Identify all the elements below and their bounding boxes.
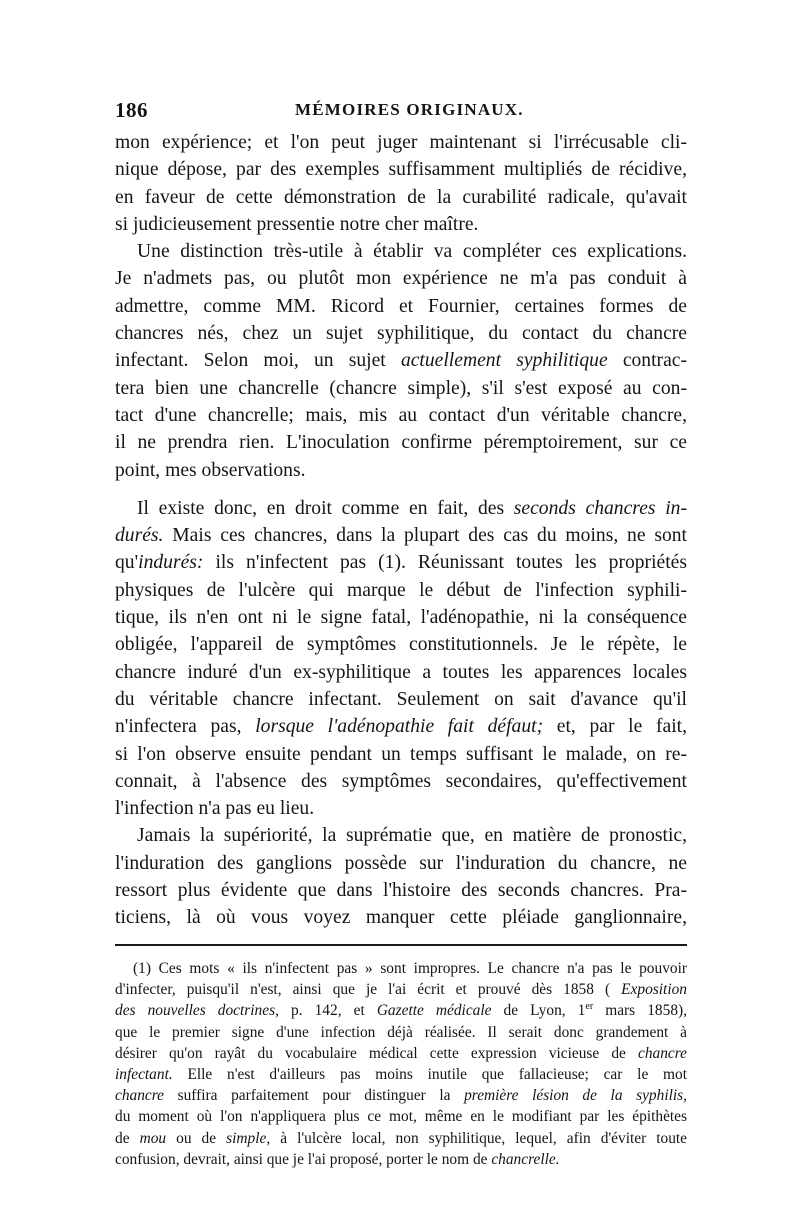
- text-line: si l'on observe ensuite pendant un temps suffisant le malade, on re-: [115, 743, 687, 765]
- text-line: Une distinction très-utile à établir va compléter ces explications.: [137, 241, 687, 263]
- emphasis-text: chancre: [638, 1044, 687, 1062]
- text-line: l'induration des ganglions possède sur l'induration du chancre, ne: [115, 852, 687, 874]
- text-line: chancres nés, chez un sujet syphilitique, du contact du chancre: [115, 323, 687, 345]
- text-line: qu'indurés: ils n'infectent pas (1). Réunissant toutes les propriétés: [115, 552, 687, 574]
- paragraph-gap: [115, 484, 687, 495]
- text-line: Je n'admets pas, ou plutôt mon expérience ne m'a pas conduit à: [115, 268, 687, 290]
- footnote-line: désirer qu'on rayât du vocabulaire médical cette expression vicieuse de chancre: [115, 1044, 687, 1062]
- text-line: si judicieusement pressentie notre cher maître.: [115, 213, 479, 235]
- emphasis-text: Exposition: [621, 981, 687, 999]
- footnote-line: des nouvelles doctrines, p. 142, et Gazette médicale de Lyon, 1er mars 1858),: [115, 1001, 687, 1020]
- text-line: chancre induré d'un ex-syphilitique a toutes les apparences locales: [115, 661, 687, 683]
- text-line: tique, ils n'en ont ni le signe fatal, l'adénopathie, ni la conséquence: [115, 607, 687, 629]
- emphasis-text: lorsque l'adénopathie fait défaut;: [255, 716, 544, 738]
- text-line: durés. Mais ces chancres, dans la plupart des cas du moins, ne sont: [115, 525, 687, 547]
- text-line: tera bien une chancrelle (chancre simple), s'il s'est exposé au con-: [115, 377, 687, 399]
- emphasis-text: chancrelle.: [491, 1150, 560, 1168]
- emphasis-text: infectant.: [115, 1066, 173, 1084]
- footnote: [115, 958, 687, 1170]
- text-line: physiques de l'ulcère qui marque le début de l'infection syphili-: [115, 579, 687, 601]
- main-text: [115, 129, 687, 932]
- text-line: du véritable chancre infectant. Seulement on sait d'avance qu'il: [115, 688, 687, 710]
- emphasis-text: mou: [139, 1129, 167, 1147]
- emphasis-text: chancre: [115, 1087, 164, 1105]
- text-line: ressort plus évidente que dans l'histoire des seconds chancres. Pra-: [115, 880, 687, 902]
- text-line: nique dépose, par des exemples suffisamment multipliés de récidive,: [115, 159, 687, 181]
- text-line: Il existe donc, en droit comme en fait, des seconds chancres in-: [137, 497, 687, 519]
- text-line: l'infection n'a pas eu lieu.: [115, 798, 315, 820]
- emphasis-text: première lésion de la syphilis,: [464, 1087, 687, 1105]
- emphasis-text: indurés:: [138, 552, 204, 574]
- emphasis-text: des nouvelles doctrines,: [115, 1002, 279, 1020]
- footnote-line: infectant. Elle n'est d'ailleurs pas moins inutile que fallacieuse; car le mot: [115, 1066, 687, 1084]
- text-line: n'infectera pas, lorsque l'adénopathie fait défaut; et, par le fait,: [115, 716, 687, 738]
- footnote-line: du moment où l'on n'appliquera plus ce mot, même en le modifiant par les épithètes: [115, 1108, 687, 1126]
- emphasis-text: seconds chancres in-: [513, 497, 687, 519]
- text-line: ticiens, là où vous voyez manquer cette pléiade ganglionnaire,: [115, 907, 687, 929]
- footnote-divider: [115, 944, 687, 946]
- page-header: [115, 98, 690, 130]
- text-line: en faveur de cette démonstration de la curabilité radicale, qu'avait: [115, 186, 687, 208]
- text-line: Jamais la supériorité, la suprématie que, en matière de pronostic,: [137, 825, 687, 847]
- page-number: 186: [115, 98, 148, 122]
- superscript: er: [585, 1001, 594, 1013]
- text-line: mon expérience; et l'on peut juger maintenant si l'irrécusable cli-: [115, 132, 687, 153]
- emphasis-text: Gazette médicale: [376, 1002, 492, 1020]
- footnote-line: de mou ou de simple, à l'ulcère local, non syphilitique, lequel, afin d'éviter toute: [115, 1129, 688, 1147]
- text-line: obligée, l'appareil de symptômes constitutionnels. Je le répète, le: [115, 634, 687, 656]
- text-line: il ne prendra rien. L'inoculation confirme péremptoirement, sur ce: [115, 432, 687, 454]
- footnote-line: que le premier signe d'une infection déjà réalisée. Il serait donc grandement à: [115, 1023, 687, 1041]
- text-line: tact d'une chancrelle; mais, mis au contact d'un véritable chancre,: [115, 404, 687, 426]
- text-line: admettre, comme MM. Ricord et Fournier, certaines formes de: [115, 295, 687, 317]
- footnote-line: d'infecter, puisqu'il n'est, ainsi que je l'ai écrit et prouvé dès 1858 ( Exposition: [115, 981, 687, 999]
- footnote-line: chancre suffira parfaitement pour distinguer la première lésion de la syphilis,: [115, 1087, 687, 1105]
- text-line: infectant. Selon moi, un sujet actuellement syphilitique contrac-: [115, 350, 687, 372]
- emphasis-text: simple,: [226, 1129, 271, 1147]
- footnote-line: (1) Ces mots « ils n'infectent pas » sont impropres. Le chancre n'a pas le pouvoir: [133, 960, 687, 977]
- text-line: connait, à l'absence des symptômes secondaires, qu'effectivement: [115, 770, 687, 792]
- running-head: MÉMOIRES ORIGINAUX.: [295, 100, 524, 119]
- emphasis-text: actuellement syphilitique: [400, 350, 608, 372]
- text-line: point, mes observations.: [115, 459, 306, 481]
- footnote-line: confusion, devrait, ainsi que je l'ai proposé, porter le nom de chancrelle.: [115, 1150, 560, 1168]
- emphasis-text: durés.: [115, 525, 164, 547]
